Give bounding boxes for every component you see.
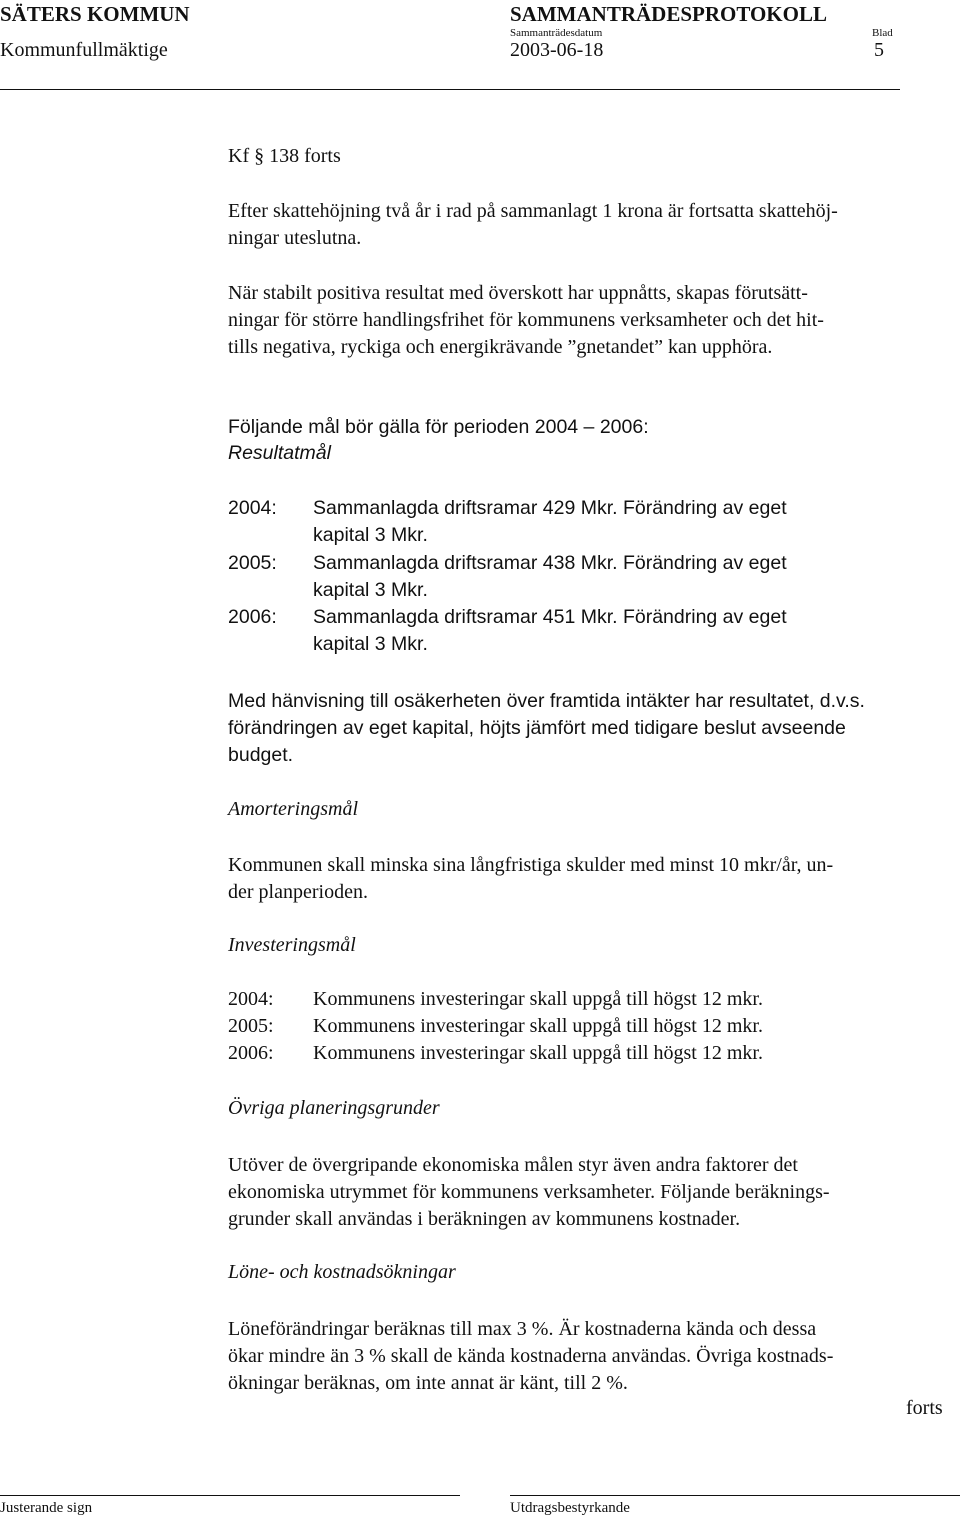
other-line-3: grunder skall användas i beräkningen av kommunens kostnader. <box>228 1208 741 1230</box>
result-row-year: 2005: <box>228 552 277 574</box>
amortization-line-1: Kommunen skall minska sina långfristiga skulder med minst 10 mkr/år, un- <box>228 854 834 876</box>
result-row-text: Sammanlagda driftsramar 451 Mkr. Förändring av eget <box>313 606 787 628</box>
meeting-body: Kommunfullmäktige <box>0 39 168 61</box>
other-line-1: Utöver de övergripande ekonomiska målen styr även andra faktorer det <box>228 1154 798 1176</box>
result-note-line-3: budget. <box>228 744 294 766</box>
footer-justering-sign: Justerande sign <box>0 1500 93 1516</box>
amortization-line-2: der planperioden. <box>228 881 368 903</box>
invest-row-year: 2005: <box>228 1015 274 1037</box>
heading-amortization-goals: Amorteringsmål <box>228 798 358 820</box>
heading-investment-goals: Investeringsmål <box>228 934 356 956</box>
result-row-text: Sammanlagda driftsramar 438 Mkr. Förändring av eget <box>313 552 787 574</box>
paragraph-2-line-1: När stabilt positiva resultat med överskott har uppnåtts, skapas förutsätt- <box>228 282 808 304</box>
meeting-date: 2003-06-18 <box>510 39 604 61</box>
footer-rule-right <box>510 1495 960 1496</box>
result-row-year: 2006: <box>228 606 277 628</box>
goals-intro: Följande mål bör gälla för perioden 2004 – 2006: <box>228 416 649 438</box>
invest-row-text: Kommunens investeringar skall uppgå till högst 12 mkr. <box>313 1042 763 1064</box>
paragraph-1-line-2: ningar uteslutna. <box>228 227 362 249</box>
other-line-2: ekonomiska utrymmet för kommunens verksamheter. Följande beräknings- <box>228 1181 830 1203</box>
page-number: 5 <box>874 39 884 61</box>
heading-other-planning: Övriga planeringsgrunder <box>228 1097 440 1119</box>
section-reference: Kf § 138 forts <box>228 145 341 167</box>
result-row-text-cont: kapital 3 Mkr. <box>313 524 428 546</box>
paragraph-2-line-3: tills negativa, ryckiga och energikrävande ”gnetandet” kan upphöra. <box>228 336 773 358</box>
wage-line-3: ökningar beräknas, om inte annat är känt, till 2 %. <box>228 1372 628 1394</box>
header-rule <box>0 89 900 90</box>
document-type: SAMMANTRÄDESPROTOKOLL <box>510 2 827 26</box>
result-row-text-cont: kapital 3 Mkr. <box>313 579 428 601</box>
wage-line-1: Löneförändringar beräknas till max 3 %. Är kostnaderna kända och dessa <box>228 1318 817 1340</box>
result-row-text: Sammanlagda driftsramar 429 Mkr. Förändring av eget <box>313 497 787 519</box>
invest-row-text: Kommunens investeringar skall uppgå till högst 12 mkr. <box>313 988 763 1010</box>
invest-row-year: 2004: <box>228 988 274 1010</box>
invest-row-year: 2006: <box>228 1042 274 1064</box>
continues-marker: forts <box>906 1397 943 1419</box>
heading-result-goals: Resultatmål <box>228 442 331 464</box>
page-label: Blad <box>872 27 893 39</box>
paragraph-1-line-1: Efter skattehöjning två år i rad på sammanlagt 1 krona är fortsatta skattehöj- <box>228 200 838 222</box>
paragraph-2-line-2: ningar för större handlingsfrihet för kommunens verksamheter och det hit- <box>228 309 824 331</box>
municipality-name: SÄTERS KOMMUN <box>0 2 190 26</box>
date-label: Sammanträdesdatum <box>510 27 603 39</box>
footer-utdragsbestyrkande: Utdragsbestyrkande <box>510 1500 630 1516</box>
result-row-year: 2004: <box>228 497 277 519</box>
result-note-line-1: Med hänvisning till osäkerheten över framtida intäkter har resultatet, d.v.s. <box>228 690 865 712</box>
invest-row-text: Kommunens investeringar skall uppgå till högst 12 mkr. <box>313 1015 763 1037</box>
footer-rule-left <box>0 1495 460 1496</box>
heading-wage-cost: Löne- och kostnadsökningar <box>228 1261 456 1283</box>
wage-line-2: ökar mindre än 3 % skall de kända kostnaderna användas. Övriga kostnads- <box>228 1345 834 1367</box>
result-row-text-cont: kapital 3 Mkr. <box>313 633 428 655</box>
result-note-line-2: förändringen av eget kapital, höjts jämfört med tidigare beslut avseende <box>228 717 846 739</box>
